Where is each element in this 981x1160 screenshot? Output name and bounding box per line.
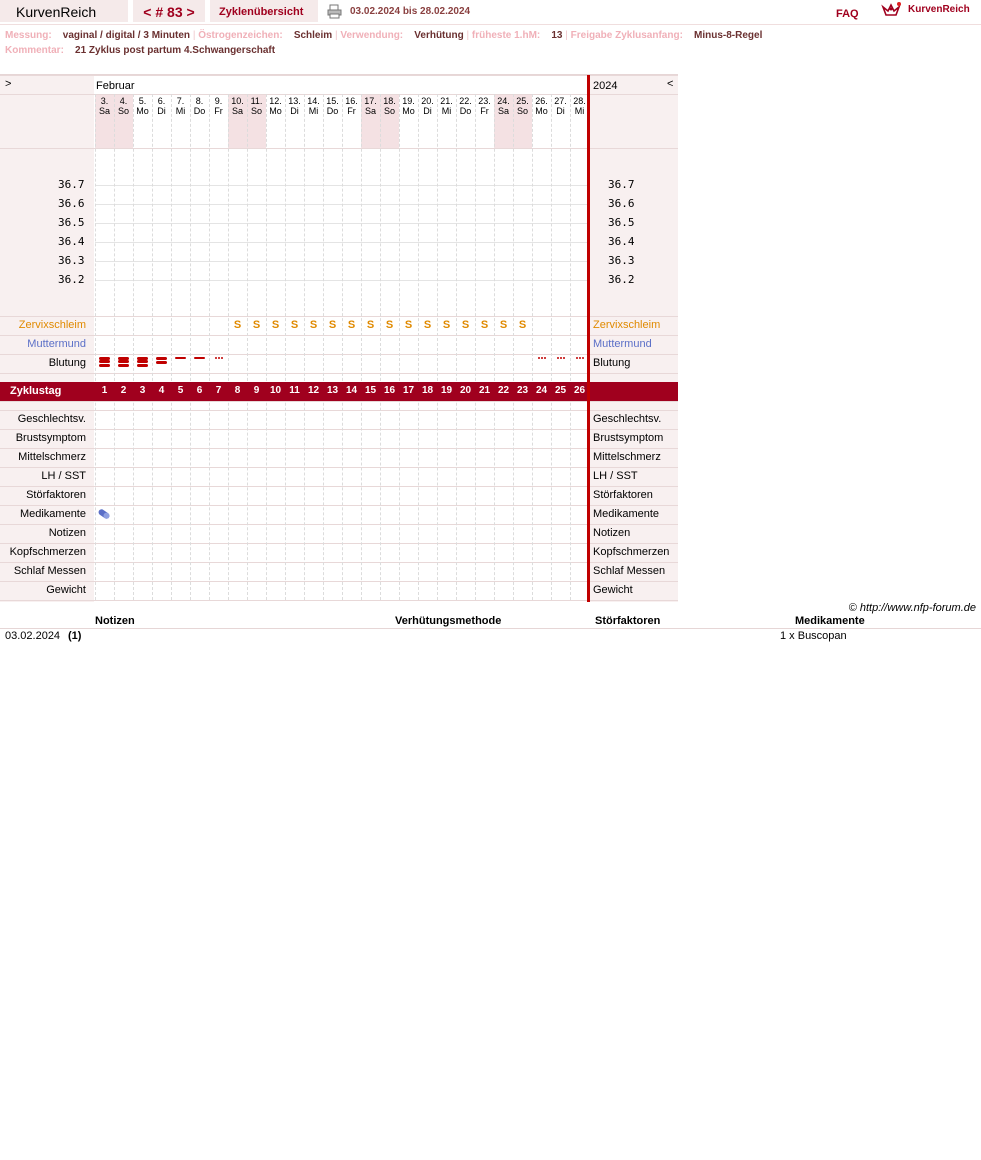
spotting-mark: [538, 357, 540, 359]
hm-label: früheste 1.hM:: [471, 30, 541, 41]
cycle-day-number: 23: [516, 385, 529, 396]
temp-tick-left: 36.7: [58, 178, 85, 191]
day-weekday: Fr: [480, 106, 489, 116]
day-gridline: [152, 94, 153, 600]
spotting-mark: [576, 357, 578, 359]
day-date: 19.: [402, 96, 415, 106]
day-date: 12.: [269, 96, 282, 106]
freigabe-value: Minus-8-Regel: [694, 30, 763, 41]
extra-row-label: Kopfschmerzen: [9, 546, 86, 558]
zervix-mark: S: [423, 319, 432, 331]
cycle-day-number: 24: [535, 385, 548, 396]
cycle-navigation[interactable]: < # 83 >: [133, 0, 205, 22]
zyklustag-label: Zyklustag: [10, 385, 62, 397]
extra-row-label: Notizen: [48, 527, 86, 539]
zervix-mark: S: [404, 319, 413, 331]
day-gridline: [190, 94, 191, 600]
row-line: [0, 373, 678, 374]
note-medikamente: 1 x Buscopan: [780, 630, 847, 642]
day-weekday: Di: [290, 106, 299, 116]
cycle-day-number: 25: [554, 385, 567, 396]
extra-row-label-right: Brustsymptom: [593, 432, 664, 444]
cycle-day-number: 16: [383, 385, 396, 396]
cycle-day-number: 19: [440, 385, 453, 396]
extra-row-label-right: Gewicht: [593, 584, 633, 596]
day-date: 20.: [421, 96, 434, 106]
day-gridline: [323, 94, 324, 600]
messung-value: vaginal / digital / 3 Minuten: [62, 30, 191, 41]
extra-row-label: Schlaf Messen: [13, 565, 86, 577]
pill-icon[interactable]: [97, 508, 111, 520]
cycle-day-number: 14: [345, 385, 358, 396]
row-line: [0, 600, 678, 601]
spotting-mark: [579, 357, 581, 359]
meta-line-1: Messung: vaginal / digital / 3 Minuten | Östrogenzeichen: Schleim | Verwendung: Verhütung | früheste 1.hM: 13 | Freigabe Zyklusanfang: Minus-8-Regel: [5, 30, 763, 41]
year-label: 2024: [593, 80, 618, 92]
cycle-chart: [0, 74, 678, 601]
freigabe-label: Freigabe Zyklusanfang:: [570, 30, 683, 41]
day-weekday: Di: [157, 106, 166, 116]
row-zervix-label-right: Zervixschleim: [593, 319, 661, 331]
zervix-mark: S: [366, 319, 375, 331]
spotting-mark: [215, 357, 217, 359]
bleeding-heavy-mark: [137, 364, 148, 367]
kommentar-value: 21 Zyklus post partum 4.Schwangerschaft: [75, 45, 276, 56]
day-weekday: Mi: [308, 106, 319, 116]
spotting-mark: [557, 357, 559, 359]
row-line: [0, 429, 678, 430]
spotting-mark: [582, 357, 584, 359]
day-date: 15.: [326, 96, 339, 106]
extra-row-label: Geschlechtsv.: [17, 413, 86, 425]
bleeding-heavy-mark: [118, 360, 129, 363]
cycle-day-number: 12: [307, 385, 320, 396]
tab-cycle-overview[interactable]: Zyklenübersicht: [210, 0, 318, 22]
day-date: 27.: [554, 96, 567, 106]
bleeding-medium-mark: [156, 357, 167, 360]
day-gridline: [437, 94, 438, 600]
extra-row-label: Störfaktoren: [26, 489, 86, 501]
day-date: 10.: [231, 96, 244, 106]
cycle-day-number: 18: [421, 385, 434, 396]
cycle-day-number: 3: [139, 385, 146, 396]
row-line: [0, 562, 678, 563]
row-line: [0, 148, 678, 149]
day-weekday: Mi: [175, 106, 186, 116]
bleeding-light-mark: [175, 357, 186, 359]
day-date: 18.: [383, 96, 396, 106]
extra-row-label-right: Schlaf Messen: [593, 565, 666, 577]
bleeding-heavy-mark: [118, 364, 129, 367]
day-weekday: So: [250, 106, 262, 116]
row-line: [0, 486, 678, 487]
day-gridline: [475, 94, 476, 600]
cycle-day-number: 11: [289, 385, 300, 396]
extra-row-label-right: Mittelschmerz: [593, 451, 661, 463]
hm-value: 13: [551, 30, 563, 41]
day-date: 7.: [176, 96, 185, 106]
bleeding-light-mark: [194, 357, 205, 359]
row-line: [0, 581, 678, 582]
day-gridline: [133, 94, 134, 600]
cycle-day-number: 20: [459, 385, 472, 396]
bleeding-heavy-mark: [99, 364, 110, 367]
row-line: [0, 524, 678, 525]
header-medikamente: Medikamente: [795, 615, 865, 627]
faq-link[interactable]: FAQ: [836, 8, 859, 20]
day-weekday: Di: [556, 106, 565, 116]
temp-tick-right: 36.4: [608, 235, 635, 248]
day-gridline: [418, 94, 419, 600]
extra-row-label-right: Störfaktoren: [593, 489, 653, 501]
day-weekday: So: [117, 106, 129, 116]
cycle-day-number: 13: [326, 385, 339, 396]
day-gridline: [456, 94, 457, 600]
zervix-mark: S: [385, 319, 394, 331]
zervix-mark: S: [518, 319, 527, 331]
cycle-day-number: 21: [478, 385, 491, 396]
day-weekday: Do: [459, 106, 472, 116]
day-gridline: [494, 94, 495, 600]
day-gridline: [570, 94, 571, 600]
day-date: 4.: [119, 96, 128, 106]
row-line: [0, 316, 678, 317]
day-weekday: Mo: [269, 106, 282, 116]
zervix-mark: S: [271, 319, 280, 331]
day-date: 13.: [288, 96, 301, 106]
note-date: 03.02.2024: [5, 630, 61, 642]
date-range: 03.02.2024 bis 28.02.2024: [350, 6, 471, 17]
day-gridline: [209, 94, 210, 600]
cycle-day-number: 7: [215, 385, 222, 396]
day-date: 5.: [138, 96, 147, 106]
row-line: [0, 75, 678, 76]
cycle-day-number: 9: [253, 385, 260, 396]
temp-tick-left: 36.5: [58, 216, 85, 229]
temp-tick-left: 36.2: [58, 273, 85, 286]
day-gridline: [551, 94, 552, 600]
zervix-mark: S: [290, 319, 299, 331]
temp-tick-right: 36.5: [608, 216, 635, 229]
day-gridline: [114, 94, 115, 600]
cycle-day-number: 6: [196, 385, 203, 396]
day-gridline: [304, 94, 305, 600]
day-date: 11.: [250, 96, 263, 106]
day-date: 8.: [195, 96, 204, 106]
extra-row-label: LH / SST: [41, 470, 86, 482]
row-line: [0, 410, 678, 411]
day-gridline: [361, 94, 362, 600]
day-gridline: [228, 94, 229, 600]
bleeding-heavy-mark: [99, 360, 110, 363]
cycle-day-number: 5: [177, 385, 184, 396]
crown-logo-icon[interactable]: [880, 1, 904, 22]
row-line: [0, 505, 678, 506]
bleeding-medium-mark: [156, 361, 167, 364]
row-zervix-label: Zervixschleim: [18, 319, 86, 331]
zervix-mark: S: [442, 319, 451, 331]
spotting-mark: [541, 357, 543, 359]
copyright: © http://www.nfp-forum.de: [848, 602, 976, 614]
day-weekday: Mo: [402, 106, 415, 116]
zervix-mark: S: [309, 319, 318, 331]
day-date: 28.: [573, 96, 586, 106]
day-weekday: So: [516, 106, 528, 116]
row-muttermund-label-right: Muttermund: [593, 338, 652, 350]
row-line: [0, 467, 678, 468]
table-divider: [0, 628, 981, 629]
extra-row-label-right: Kopfschmerzen: [593, 546, 670, 558]
extra-row-label: Brustsymptom: [15, 432, 86, 444]
oestrogen-value: Schleim: [293, 30, 333, 41]
bleeding-heavy-mark: [137, 360, 148, 363]
spotting-mark: [563, 357, 565, 359]
day-weekday: Mo: [136, 106, 149, 116]
header-stoerfaktoren: Störfaktoren: [595, 615, 661, 627]
day-weekday: Sa: [98, 106, 110, 116]
cycle-end-line: [587, 75, 590, 602]
verwendung-label: Verwendung:: [340, 30, 404, 41]
row-line: [0, 401, 678, 402]
row-line: [0, 335, 678, 336]
day-gridline: [342, 94, 343, 600]
extra-row-label: Mittelschmerz: [18, 451, 86, 463]
day-date: 21.: [440, 96, 453, 106]
day-weekday: Sa: [231, 106, 243, 116]
temp-tick-right: 36.7: [608, 178, 635, 191]
month-label: Februar: [96, 80, 135, 92]
temp-tick-left: 36.3: [58, 254, 85, 267]
day-gridline: [95, 94, 96, 600]
day-date: 6.: [157, 96, 166, 106]
cycle-day-number: 10: [269, 385, 282, 396]
row-muttermund-label: Muttermund: [27, 338, 86, 350]
row-blutung-label-right: Blutung: [593, 357, 631, 369]
temp-tick-right: 36.2: [608, 273, 635, 286]
row-line: [0, 448, 678, 449]
day-date: 26.: [535, 96, 548, 106]
day-gridline: [380, 94, 381, 600]
header-verhuetungsmethode: Verhütungsmethode: [395, 615, 502, 627]
day-weekday: So: [383, 106, 395, 116]
day-weekday: Sa: [497, 106, 509, 116]
day-date: 9.: [214, 96, 223, 106]
day-gridline: [513, 94, 514, 600]
extra-row-label-right: Geschlechtsv.: [593, 413, 662, 425]
temp-tick-left: 36.6: [58, 197, 85, 210]
temp-tick-left: 36.4: [58, 235, 85, 248]
note-number[interactable]: (1): [68, 630, 82, 642]
oestrogen-label: Östrogenzeichen:: [198, 30, 283, 41]
row-blutung-label: Blutung: [48, 357, 86, 369]
day-weekday: Mo: [535, 106, 548, 116]
day-date: 3.: [100, 96, 109, 106]
zervix-mark: S: [480, 319, 489, 331]
spotting-mark: [221, 357, 223, 359]
cycle-day-number: 1: [101, 385, 108, 396]
day-weekday: Di: [423, 106, 432, 116]
day-weekday: Mi: [441, 106, 452, 116]
spotting-mark: [218, 357, 220, 359]
temp-tick-right: 36.3: [608, 254, 635, 267]
day-date: 25.: [516, 96, 529, 106]
nav-right-arrow[interactable]: <: [667, 78, 674, 90]
row-line: [0, 354, 678, 355]
day-date: 16.: [345, 96, 358, 106]
zervix-mark: S: [233, 319, 242, 331]
zervix-mark: S: [252, 319, 261, 331]
day-date: 23.: [478, 96, 491, 106]
row-line: [0, 543, 678, 544]
day-date: 17.: [364, 96, 377, 106]
row-line: [0, 94, 678, 95]
extra-row-label-right: Notizen: [593, 527, 631, 539]
zervix-mark: S: [461, 319, 470, 331]
app-title: KurvenReich: [0, 0, 128, 22]
nav-left-arrow[interactable]: >: [5, 78, 12, 90]
zervix-mark: S: [499, 319, 508, 331]
cycle-day-number: 2: [120, 385, 127, 396]
day-weekday: Do: [326, 106, 339, 116]
day-date: 14.: [307, 96, 320, 106]
extra-row-label: Gewicht: [46, 584, 86, 596]
extra-row-label: Medikamente: [19, 508, 86, 520]
day-date: 22.: [459, 96, 472, 106]
cycle-day-number: 26: [573, 385, 586, 396]
cycle-day-number: 8: [234, 385, 241, 396]
cycle-day-number: 17: [402, 385, 415, 396]
cycle-day-number: 22: [497, 385, 510, 396]
day-weekday: Fr: [214, 106, 223, 116]
day-gridline: [266, 94, 267, 600]
day-gridline: [247, 94, 248, 600]
day-weekday: Fr: [347, 106, 356, 116]
day-gridline: [399, 94, 400, 600]
cycle-day-number: 15: [364, 385, 377, 396]
day-weekday: Sa: [364, 106, 376, 116]
kommentar-label: Kommentar:: [5, 45, 64, 56]
day-gridline: [285, 94, 286, 600]
messung-label: Messung:: [5, 30, 52, 41]
header-notizen: Notizen: [95, 615, 135, 627]
spotting-mark: [560, 357, 562, 359]
day-weekday: Mi: [574, 106, 585, 116]
extra-row-label-right: Medikamente: [593, 508, 660, 520]
verwendung-value: Verhütung: [414, 30, 464, 41]
zervix-mark: S: [347, 319, 356, 331]
zervix-mark: S: [328, 319, 337, 331]
cycle-day-number: 4: [158, 385, 165, 396]
day-gridline: [532, 94, 533, 600]
day-weekday: Do: [193, 106, 206, 116]
day-date: 24.: [497, 96, 510, 106]
temp-tick-right: 36.6: [608, 197, 635, 210]
logo-text: KurvenReich: [908, 4, 970, 15]
spotting-mark: [544, 357, 546, 359]
extra-row-label-right: LH / SST: [593, 470, 638, 482]
day-gridline: [171, 94, 172, 600]
